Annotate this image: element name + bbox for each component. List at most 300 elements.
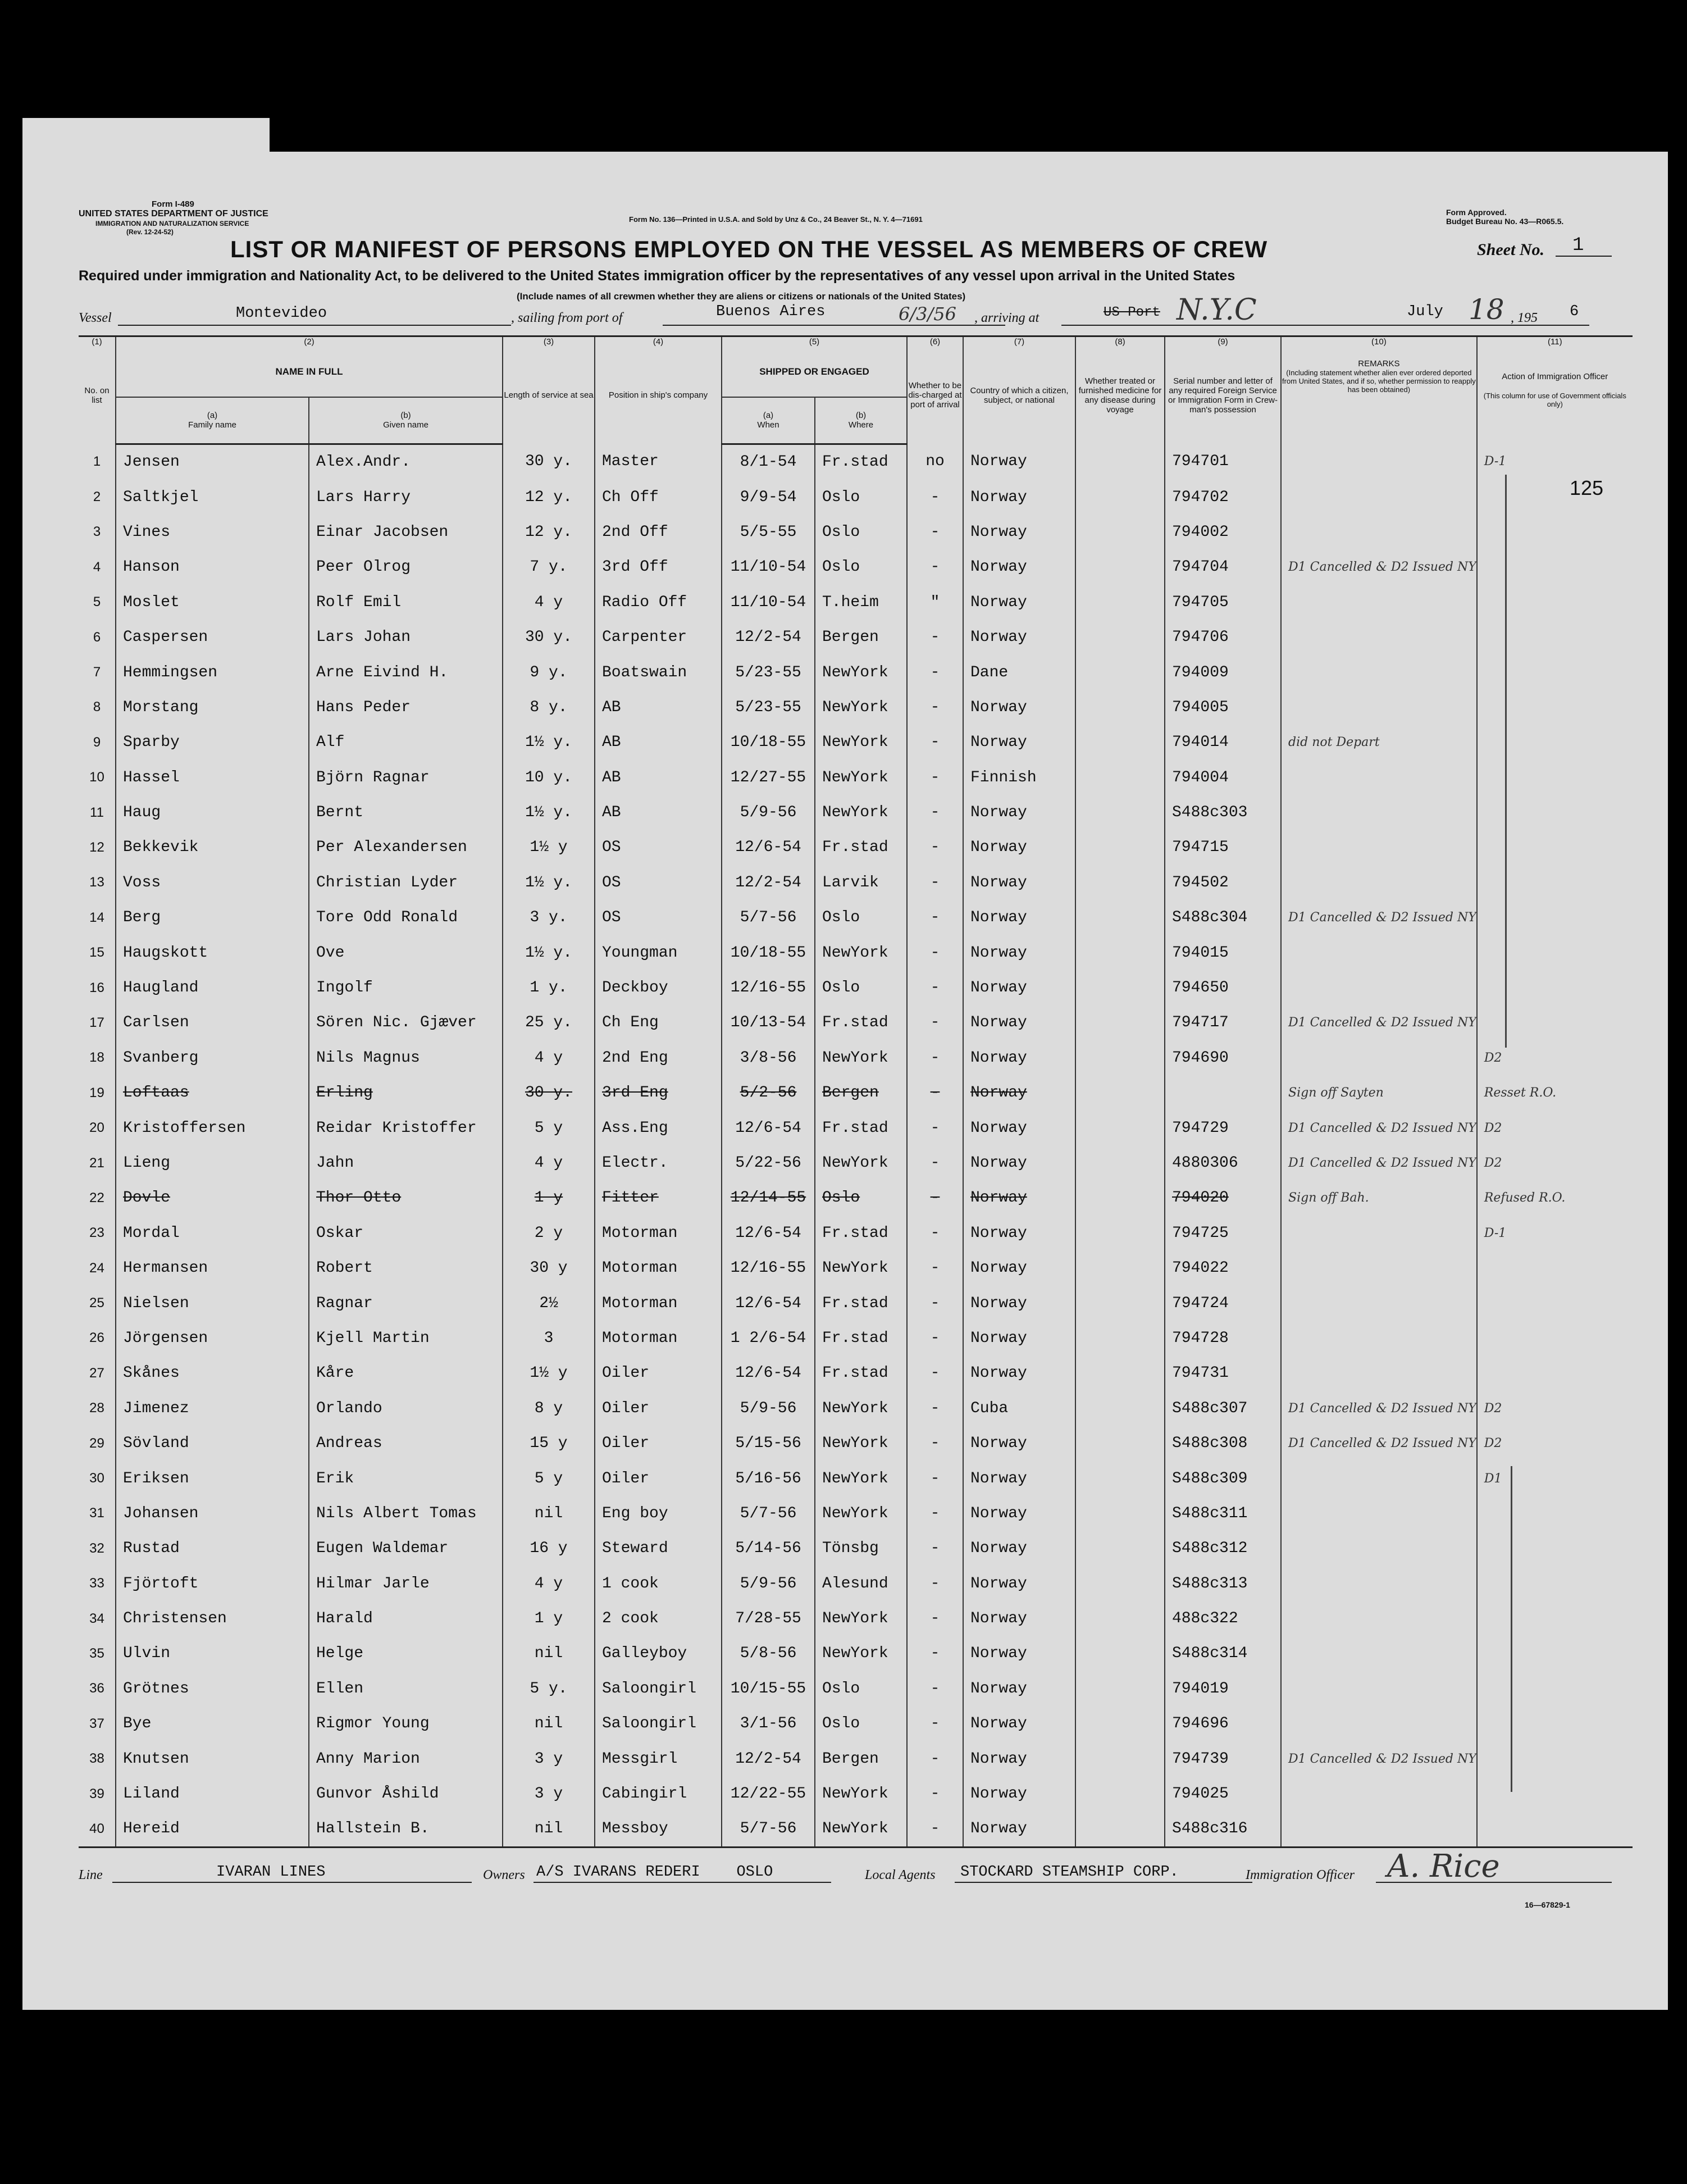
serial-number: S488c311 [1165,1496,1281,1531]
officer-action [1477,1566,1633,1601]
length-of-service: 1 y. [503,970,595,1005]
row-number: 26 [89,1330,104,1346]
remarks [1281,585,1477,620]
serial-number: S488c314 [1165,1636,1281,1671]
table-row [79,1776,1633,1811]
table-row [79,725,1633,760]
shipped-date: 5/2-56 [722,1076,815,1111]
citizenship: Norway [963,830,1075,865]
row-number: 39 [89,1786,104,1801]
serial-number: 794005 [1165,690,1281,725]
family-name: Svanberg [116,1040,309,1075]
length-of-service: 16 y [503,1531,595,1566]
length-of-service: 3 y. [503,900,595,935]
position: Saloongirl [595,1671,722,1706]
shipped-port: NewYork [815,1250,907,1285]
shipped-engaged-header: SHIPPED OR ENGAGED [722,347,907,397]
serial-number: 794731 [1165,1356,1281,1391]
shipped-date: 5/15-56 [722,1426,815,1460]
citizenship: Norway [963,1707,1075,1741]
length-of-service: 1½ y. [503,865,595,900]
remarks-note: (Including statement whether alien ever ordered deported from United States, and if so, whether permission to reapply has been obtained) [1282,368,1476,394]
length-of-service: 25 y. [503,1005,595,1040]
medicine-cell [1075,1671,1165,1706]
officer-action [1477,970,1633,1005]
officer-action: Refused R.O. [1477,1181,1633,1216]
given-name: Oskar [309,1216,503,1250]
discharged-flag: - [907,1426,963,1460]
shipped-date: 5/23-55 [722,655,815,690]
officer-action [1477,690,1633,725]
citizenship: Norway [963,1286,1075,1321]
medicine-cell [1075,1391,1165,1426]
vessel-underline [118,325,511,326]
action-note: (This column for use of Government officials only) [1483,392,1626,408]
medicine-cell [1075,1461,1165,1496]
shipped-date: 10/13-54 [722,1005,815,1040]
length-of-service: nil [503,1496,595,1531]
length-of-service: 8 y. [503,690,595,725]
given-name: Lars Johan [309,620,503,654]
shipped-port: NewYork [815,1040,907,1075]
family-name: Jimenez [116,1391,309,1426]
shipped-date: 5/9-56 [722,1391,815,1426]
citizenship: Norway [963,1776,1075,1811]
officer-action: D2 [1477,1111,1633,1145]
remarks [1281,1601,1477,1636]
table-row [79,1181,1633,1216]
officer-action [1477,1250,1633,1285]
family-name: Christensen [116,1601,309,1636]
position: OS [595,900,722,935]
row-number: 8 [93,699,101,715]
length-of-service: 8 y [503,1391,595,1426]
col-num-4: (4) [595,336,722,347]
medicine-cell [1075,1776,1165,1811]
line-label: Line [79,1868,103,1882]
shipped-port: Fr.stad [815,1111,907,1145]
serial-number: 794715 [1165,830,1281,865]
medicine-cell [1075,480,1165,515]
remarks [1281,1461,1477,1496]
given-name: Sören Nic. Gjæver [309,1005,503,1040]
position: 2nd Eng [595,1040,722,1075]
table-row [79,655,1633,690]
remarks: D1 Cancelled & D2 Issued NY [1281,900,1477,935]
shipped-port: NewYork [815,725,907,760]
shipped-date: 5/7-56 [722,900,815,935]
officer-action [1477,1707,1633,1741]
family-name: Mordal [116,1216,309,1250]
discharged-flag: - [907,480,963,515]
position: Oiler [595,1461,722,1496]
family-name: Voss [116,865,309,900]
table-row [79,1461,1633,1496]
position: Steward [595,1531,722,1566]
discharged-flag: " [907,585,963,620]
table-row [79,1741,1633,1776]
row-number: 35 [89,1645,104,1661]
discharged-flag: - [907,515,963,549]
citizenship: Norway [963,1216,1075,1250]
shipped-date: 11/10-54 [722,585,815,620]
citizenship: Norway [963,1250,1075,1285]
serial-number: 794009 [1165,655,1281,690]
given-name: Reidar Kristoffer [309,1111,503,1145]
shipped-port: NewYork [815,1391,907,1426]
length-of-service: nil [503,1812,595,1848]
serial-number: 488c322 [1165,1601,1281,1636]
table-row [79,1321,1633,1355]
given-name: Jahn [309,1145,503,1180]
given-name: Ove [309,935,503,970]
position: Eng boy [595,1496,722,1531]
shipped-port: Fr.stad [815,1216,907,1250]
citizenship: Norway [963,935,1075,970]
given-name: Ellen [309,1671,503,1706]
position: Saloongirl [595,1707,722,1741]
position: Cabingirl [595,1776,722,1811]
citizenship: Norway [963,970,1075,1005]
officer-action [1477,620,1633,654]
col-num-10: (10) [1281,336,1477,347]
family-name: Haugskott [116,935,309,970]
given-name: Nils Magnus [309,1040,503,1075]
discharged-flag: - [907,725,963,760]
serial-number: S488c313 [1165,1566,1281,1601]
discharged-flag: - [907,1356,963,1391]
given-name: Eugen Waldemar [309,1531,503,1566]
serial-number: 794650 [1165,970,1281,1005]
table-row [79,900,1633,935]
position: Oiler [595,1426,722,1460]
officer-action [1477,935,1633,970]
country-header: Country of which a citizen, subject, or national [963,347,1075,444]
serial-number: 4880306 [1165,1145,1281,1180]
table-row [79,1671,1633,1706]
position: Motorman [595,1286,722,1321]
shipped-date: 5/9-56 [722,795,815,830]
citizenship: Norway [963,1076,1075,1111]
medicine-cell [1075,1707,1165,1741]
table-row [79,1286,1633,1321]
given-letter: (b) [400,411,411,421]
col-num-7: (7) [963,336,1075,347]
agents-underline [955,1882,1252,1883]
table-row [79,480,1633,515]
sheet-label: Sheet No. [1477,240,1544,259]
family-letter: (a) [207,411,218,421]
serial-number: S488c308 [1165,1426,1281,1460]
citizenship: Dane [963,655,1075,690]
position: Ch Eng [595,1005,722,1040]
row-number: 13 [89,875,104,890]
given-name: Alf [309,725,503,760]
shipped-port: NewYork [815,1461,907,1496]
serial-number: 794502 [1165,865,1281,900]
col-num-8: (8) [1075,336,1165,347]
length-of-service: 7 y. [503,550,595,585]
row-number: 25 [89,1295,104,1311]
serial-number: 794705 [1165,585,1281,620]
remarks [1281,1812,1477,1848]
arrival-port: US Port [1104,305,1160,320]
position: Boatswain [595,655,722,690]
length-of-service: 3 [503,1321,595,1355]
position: Radio Off [595,585,722,620]
row-number: 36 [89,1681,104,1696]
position: AB [595,760,722,795]
medicine-cell [1075,1005,1165,1040]
owners-label: Owners [483,1868,525,1882]
row-number: 16 [89,980,104,995]
position: Oiler [595,1391,722,1426]
shipped-port: NewYork [815,760,907,795]
department-name: UNITED STATES DEPARTMENT OF JUSTICE [79,209,268,219]
remarks: did not Depart [1281,725,1477,760]
discharged-flag: - [907,1531,963,1566]
officer-action [1477,1356,1633,1391]
when-label: When [757,420,779,430]
officer-action [1477,1005,1633,1040]
table-row [79,1566,1633,1601]
officer-action [1477,795,1633,830]
family-name: Rustad [116,1531,309,1566]
shipped-date: 9/9-54 [722,480,815,515]
remarks [1281,1636,1477,1671]
medicine-cell [1075,620,1165,654]
serial-number: S488c316 [1165,1812,1281,1848]
row-number: 38 [89,1751,104,1767]
agents-name: STOCKARD STEAMSHIP CORP. [960,1864,1179,1881]
vessel-label: Vessel [79,311,112,325]
family-name: Sövland [116,1426,309,1460]
length-of-service: nil [503,1707,595,1741]
discharged-flag: - [907,690,963,725]
officer-action: D2 [1477,1391,1633,1426]
shipped-date: 12/2-54 [722,865,815,900]
remarks [1281,1286,1477,1321]
citizenship: Norway [963,550,1075,585]
remarks [1281,1776,1477,1811]
serial-number: 794002 [1165,515,1281,549]
shipped-date: 10/15-55 [722,1671,815,1706]
row-number: 4 [93,559,101,575]
position: Oiler [595,1356,722,1391]
officer-action [1477,900,1633,935]
citizenship: Cuba [963,1391,1075,1426]
medicine-cell [1075,970,1165,1005]
officer-signature: A. Rice [1387,1848,1500,1885]
officer-action [1477,1601,1633,1636]
position: AB [595,795,722,830]
year-digit: 6 [1570,303,1579,320]
table-row [79,550,1633,585]
length-of-service: 4 y [503,1040,595,1075]
citizenship: Norway [963,1671,1075,1706]
discharged-flag: - [907,1286,963,1321]
medicine-cell [1075,1812,1165,1848]
given-name: Robert [309,1250,503,1285]
given-name: Tore Odd Ronald [309,900,503,935]
remarks [1281,1216,1477,1250]
family-name: Hermansen [116,1250,309,1285]
row-number: 29 [89,1435,104,1451]
family-name: Fjörtoft [116,1566,309,1601]
length-of-service: 1 y [503,1601,595,1636]
arrival-underline [1061,325,1410,326]
serial-number: 794729 [1165,1111,1281,1145]
officer-action: D2 [1477,1145,1633,1180]
remarks [1281,655,1477,690]
sheet-number: 1 [1572,235,1584,256]
port-underline [663,325,1005,326]
given-name: Orlando [309,1391,503,1426]
medicine-cell [1075,1216,1165,1250]
arrival-day: 18 [1469,293,1504,326]
discharged-flag: no [907,444,963,480]
discharged-flag: - [907,1040,963,1075]
discharged-flag: - [907,1250,963,1285]
table-row [79,1005,1633,1040]
discharged-flag: - [907,1776,963,1811]
given-name: Ragnar [309,1286,503,1321]
discharged-flag: - [907,1391,963,1426]
discharged-flag: - [907,1671,963,1706]
row-number: 17 [89,1014,104,1030]
manifest-subtitle: Required under immigration and Nationality Act, to be delivered to the United States immigration officer by the representatives of any vessel upon arrival in the United States [79,268,1235,284]
position: 1 cook [595,1566,722,1601]
shipped-date: 12/22-55 [722,1776,815,1811]
family-name: Hassel [116,760,309,795]
line-name: IVARAN LINES [216,1864,326,1881]
table-row [79,1496,1633,1531]
citizenship: Norway [963,1111,1075,1145]
officer-action [1477,1286,1633,1321]
officer-action [1477,515,1633,549]
length-of-service: 5 y. [503,1671,595,1706]
discharged-flag: - [907,1076,963,1111]
citizenship: Norway [963,620,1075,654]
given-name: Hallstein B. [309,1812,503,1848]
given-name: Helge [309,1636,503,1671]
discharged-flag: - [907,865,963,900]
serial-number: 794025 [1165,1776,1281,1811]
remarks: D1 Cancelled & D2 Issued NY [1281,1391,1477,1426]
shipped-port: Oslo [815,550,907,585]
citizenship: Norway [963,444,1075,480]
margin-page-number: 125 [1570,476,1604,499]
table-row [79,1707,1633,1741]
discharged-flag: - [907,795,963,830]
remarks [1281,515,1477,549]
date-underline [1404,325,1589,326]
given-name: Erik [309,1461,503,1496]
officer-action [1477,865,1633,900]
remarks [1281,480,1477,515]
shipped-port: NewYork [815,690,907,725]
family-name: Johansen [116,1496,309,1531]
col-num-2: (2) [116,336,503,347]
medicine-cell [1075,1076,1165,1111]
remarks [1281,1496,1477,1531]
position: AB [595,725,722,760]
manifest-instruction: (Include names of all crewmen whether they are aliens or citizens or nationals of the United States) [517,291,966,302]
printer-note: Form No. 136—Printed in U.S.A. and Sold by Unz & Co., 24 Beaver St., N. Y. 4—71691 [629,215,923,224]
officer-action [1477,1776,1633,1811]
length-of-service: 1 y [503,1181,595,1216]
length-of-service: 2 y [503,1216,595,1250]
budget-bureau: Budget Bureau No. 43—R065.5. [1446,217,1564,226]
row-number: 24 [89,1260,104,1276]
officer-action [1477,550,1633,585]
remarks [1281,1707,1477,1741]
col-num-5: (5) [722,336,907,347]
position: Master [595,444,722,480]
family-name: Haugland [116,970,309,1005]
serial-number: S488c309 [1165,1461,1281,1496]
medicine-cell [1075,1741,1165,1776]
name-in-full-header: NAME IN FULL [116,347,503,397]
serial-number: S488c312 [1165,1531,1281,1566]
citizenship: Norway [963,480,1075,515]
citizenship: Norway [963,1531,1075,1566]
citizenship: Norway [963,1145,1075,1180]
form-code: 16—67829-1 [1525,1900,1570,1909]
remarks-header [1281,347,1477,444]
shipped-port: Fr.stad [815,1005,907,1040]
shipped-date: 12/16-55 [722,1250,815,1285]
citizenship: Norway [963,1741,1075,1776]
table-row [79,444,1633,480]
shipped-port: Larvik [815,865,907,900]
officer-action: Resset R.O. [1477,1076,1633,1111]
officer-action [1477,1496,1633,1531]
serial-number: 794706 [1165,620,1281,654]
shipped-port: Fr.stad [815,444,907,480]
medicine-cell [1075,1250,1165,1285]
row-number: 3 [93,524,101,540]
medicine-cell [1075,1426,1165,1460]
given-name: Lars Harry [309,480,503,515]
remarks [1281,690,1477,725]
officer-underline [1376,1882,1612,1883]
given-name: Hans Peder [309,690,503,725]
serial-number: 794690 [1165,1040,1281,1075]
family-name: Ulvin [116,1636,309,1671]
owners-name: A/S IVARANS REDERI OSLO [536,1864,773,1881]
table-row [79,1040,1633,1075]
shipped-port: NewYork [815,1426,907,1460]
position-header: Position in ship's company [595,347,722,444]
discharged-flag: - [907,970,963,1005]
table-row [79,1145,1633,1180]
shipped-date: 12/14-55 [722,1181,815,1216]
citizenship: Norway [963,865,1075,900]
family-name: Loftaas [116,1076,309,1111]
discharged-flag: - [907,1111,963,1145]
table-row [79,1250,1633,1285]
row-number: 12 [89,839,104,855]
row-number: 32 [89,1540,104,1556]
row-number: 22 [89,1190,104,1205]
row-number: 14 [89,909,104,925]
family-label: Family name [188,420,236,430]
position: 2nd Off [595,515,722,549]
shipped-port: Alesund [815,1566,907,1601]
row-number: 40 [79,1812,116,1848]
citizenship: Norway [963,1812,1075,1848]
